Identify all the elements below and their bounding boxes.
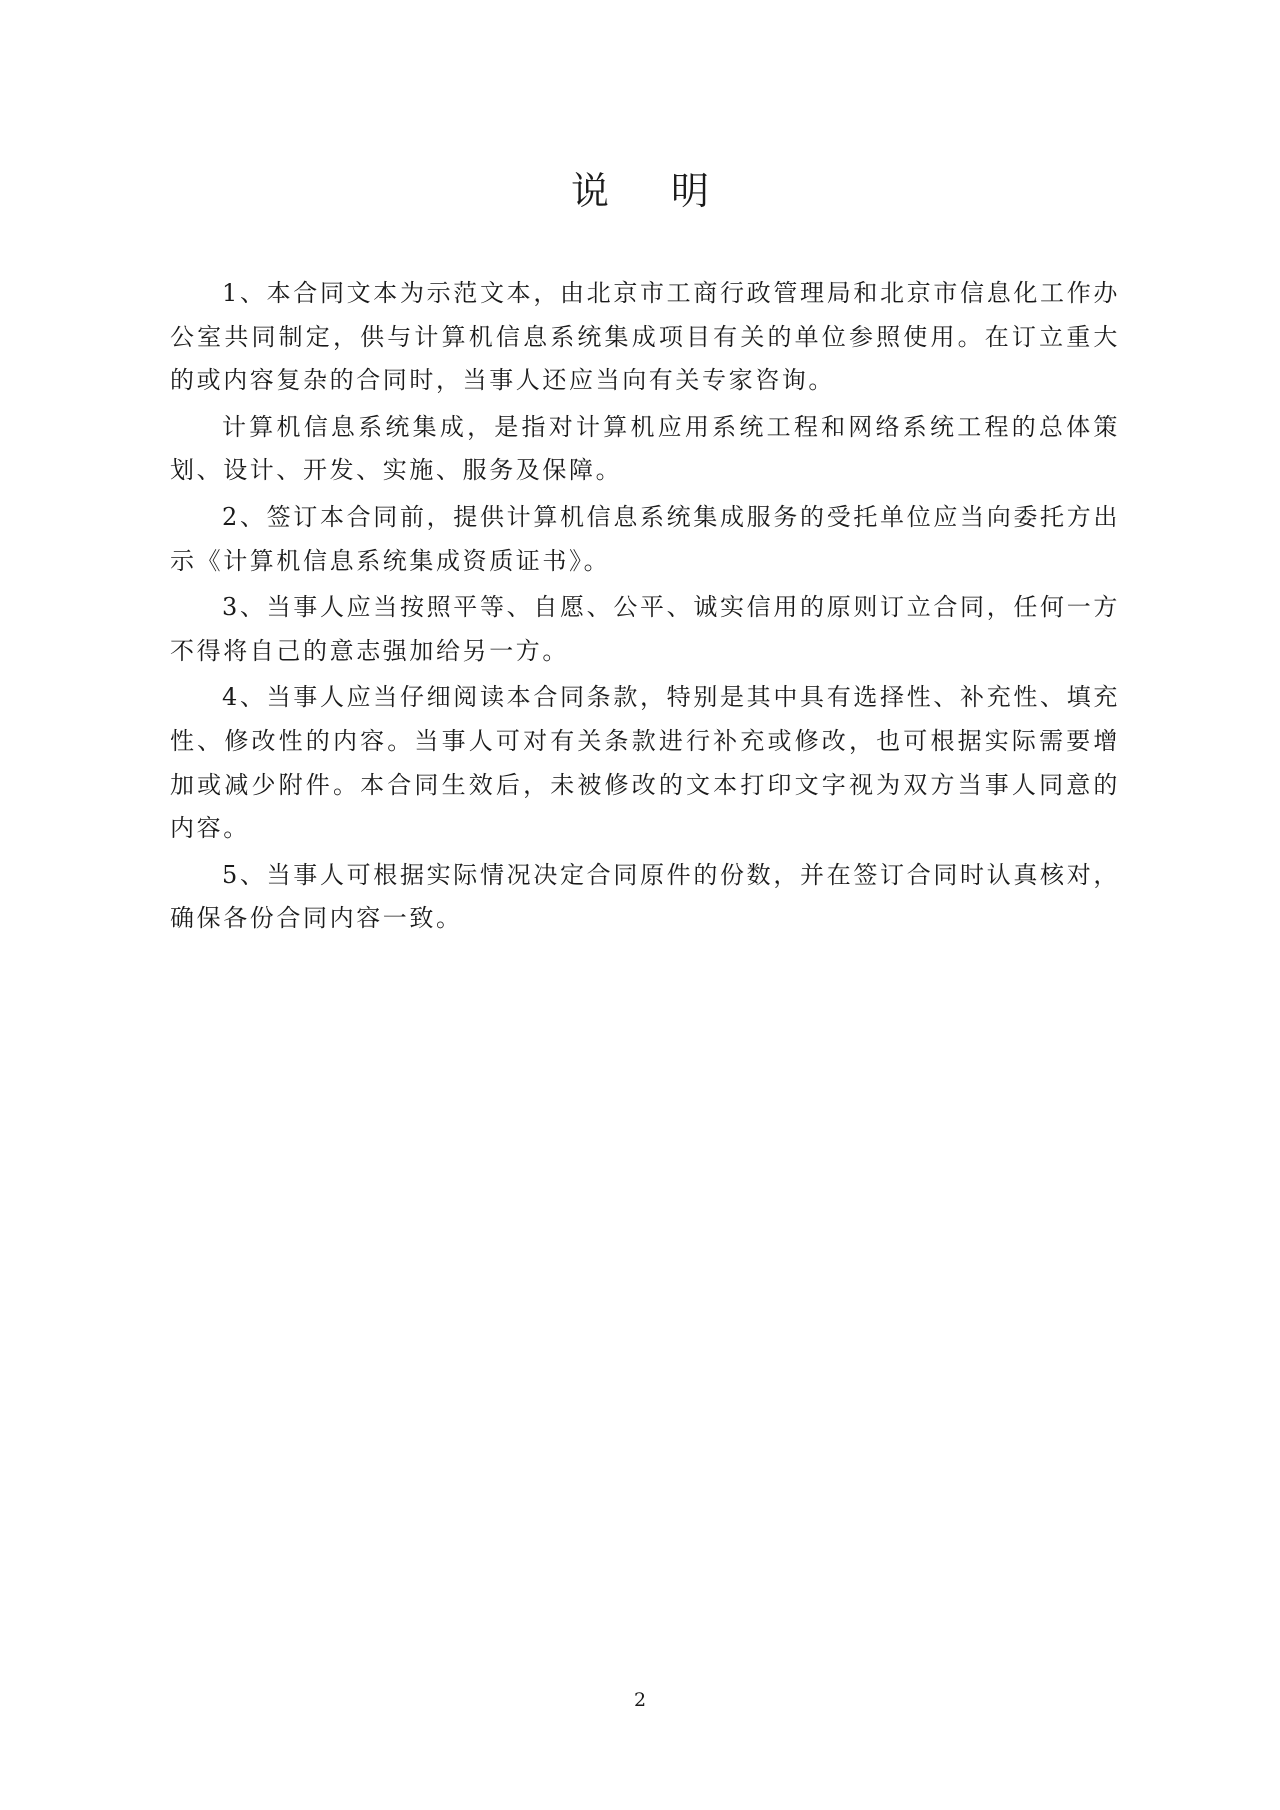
paragraph-item-3: 3、当事人应当按照平等、自愿、公平、诚实信用的原则订立合同，任何一方不得将自己的意志强加给另一方。 <box>170 593 1120 665</box>
document-body <box>170 272 1120 944</box>
paragraph-definition: 计算机信息系统集成，是指对计算机应用系统工程和网络系统工程的总体策划、设计、开发、实施、服务及保障。 <box>170 412 1120 485</box>
page-title: 说明 <box>570 169 771 213</box>
page-number: 2 <box>633 1689 647 1711</box>
paragraph-item-2: 2、签订本合同前，提供计算机信息系统集成服务的受托单位应当向委托方出示《计算机信息系统集成资质证书》。 <box>170 502 1120 575</box>
paragraph-item-5: 5、当事人可根据实际情况决定合同原件的份数，并在签订合同时认真核对，确保各份合同内容一致。 <box>170 860 1120 933</box>
paragraph-item-1: 1、本合同文本为示范文本，由北京市工商行政管理局和北京市信息化工作办公室共同制定，供与计算机信息系统集成项目有关的单位参照使用。在订立重大的或内容复杂的合同时，当事人还应当向有关专家咨询。 <box>170 279 1120 395</box>
paragraph-item-4: 4、当事人应当仔细阅读本合同条款，特别是其中具有选择性、补充性、填充性、修改性的内容。当事人可对有关条款进行补充或修改，也可根据实际需要增加或减少附件。本合同生效后，未被修改的文本打印文字视为双方当事人同意的内容。 <box>170 683 1120 843</box>
